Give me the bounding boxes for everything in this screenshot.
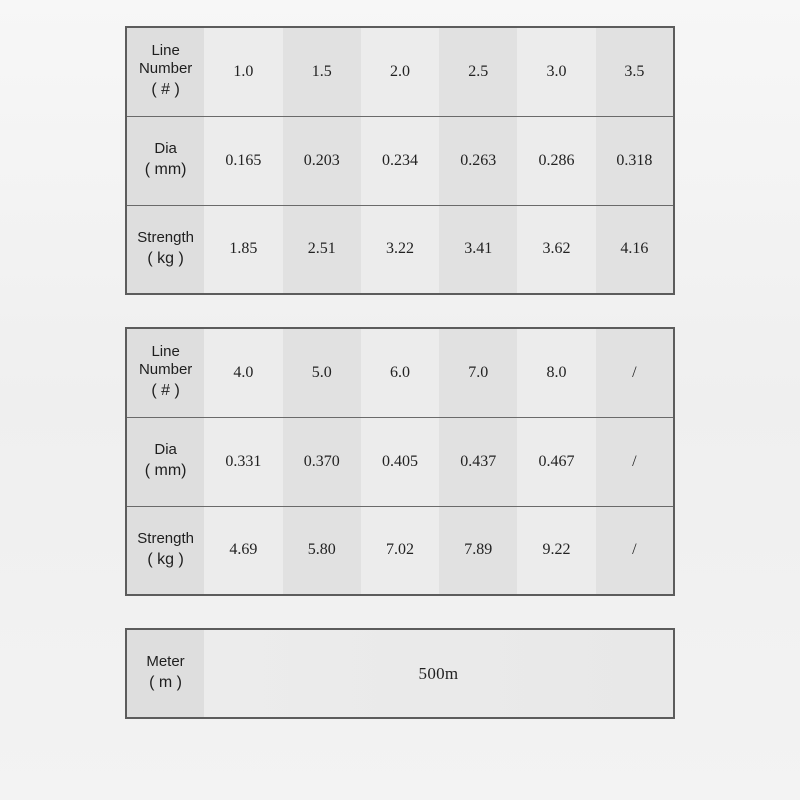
value-cell: 0.263 [439, 116, 517, 205]
meter-header [126, 629, 204, 718]
dia-header [126, 417, 204, 506]
spec-table-2 [125, 327, 675, 596]
value-cell: 0.165 [204, 116, 282, 205]
header-unit: ( mm) [144, 161, 187, 178]
value-cell: / [596, 328, 674, 417]
value-cell: 8.0 [517, 328, 595, 417]
value-cell: / [596, 506, 674, 595]
line-number-header [126, 328, 204, 417]
value-cell: 0.203 [283, 116, 361, 205]
value-cell: 7.02 [361, 506, 439, 595]
header-unit: ( mm) [144, 462, 187, 479]
value-cell: 7.0 [439, 328, 517, 417]
header-label-line1: Line [151, 42, 180, 60]
value-cell: 3.5 [596, 27, 674, 116]
value-cell: 0.437 [439, 417, 517, 506]
value-cell: 7.89 [439, 506, 517, 595]
line-number-row [126, 27, 674, 116]
meter-value: 500m [204, 629, 674, 718]
strength-row [126, 205, 674, 294]
value-cell: 0.405 [361, 417, 439, 506]
value-cell: 0.286 [517, 116, 595, 205]
header-label-line2: Number [138, 60, 193, 78]
header-unit: ( kg ) [147, 249, 184, 267]
value-cell: 4.69 [204, 506, 282, 595]
value-cell: / [596, 417, 674, 506]
spec-table-meter [125, 628, 675, 719]
value-cell: 1.5 [283, 27, 361, 116]
header-label: Dia [154, 140, 177, 157]
strength-header [126, 205, 204, 294]
header-unit: ( # ) [151, 382, 180, 400]
dia-row [126, 116, 674, 205]
value-cell: 2.0 [361, 27, 439, 116]
spec-table-1 [125, 26, 675, 295]
header-label: Strength [137, 228, 194, 246]
value-cell: 0.331 [204, 417, 282, 506]
value-cell: 1.0 [204, 27, 282, 116]
header-unit: ( kg ) [147, 550, 184, 568]
value-cell: 0.467 [517, 417, 595, 506]
dia-header [126, 116, 204, 205]
header-label: Strength [137, 529, 194, 547]
value-cell: 5.0 [283, 328, 361, 417]
header-unit: ( # ) [151, 81, 180, 99]
value-cell: 3.62 [517, 205, 595, 294]
strength-header [126, 506, 204, 595]
strength-row [126, 506, 674, 595]
header-label: Meter [146, 653, 185, 670]
value-cell: 6.0 [361, 328, 439, 417]
value-cell: 4.16 [596, 205, 674, 294]
dia-row [126, 417, 674, 506]
value-cell: 3.0 [517, 27, 595, 116]
header-unit: ( m ) [149, 674, 182, 691]
line-number-row [126, 328, 674, 417]
value-cell: 5.80 [283, 506, 361, 595]
value-cell: 1.85 [204, 205, 282, 294]
value-cell: 3.22 [361, 205, 439, 294]
value-cell: 0.234 [361, 116, 439, 205]
line-number-header [126, 27, 204, 116]
header-label: Dia [154, 441, 177, 458]
header-label-line1: Line [151, 343, 180, 361]
value-cell: 3.41 [439, 205, 517, 294]
value-cell: 2.51 [283, 205, 361, 294]
value-cell: 2.5 [439, 27, 517, 116]
header-label-line2: Number [138, 361, 193, 379]
value-cell: 9.22 [517, 506, 595, 595]
meter-row [126, 629, 674, 718]
value-cell: 4.0 [204, 328, 282, 417]
value-cell: 0.318 [596, 116, 674, 205]
value-cell: 0.370 [283, 417, 361, 506]
